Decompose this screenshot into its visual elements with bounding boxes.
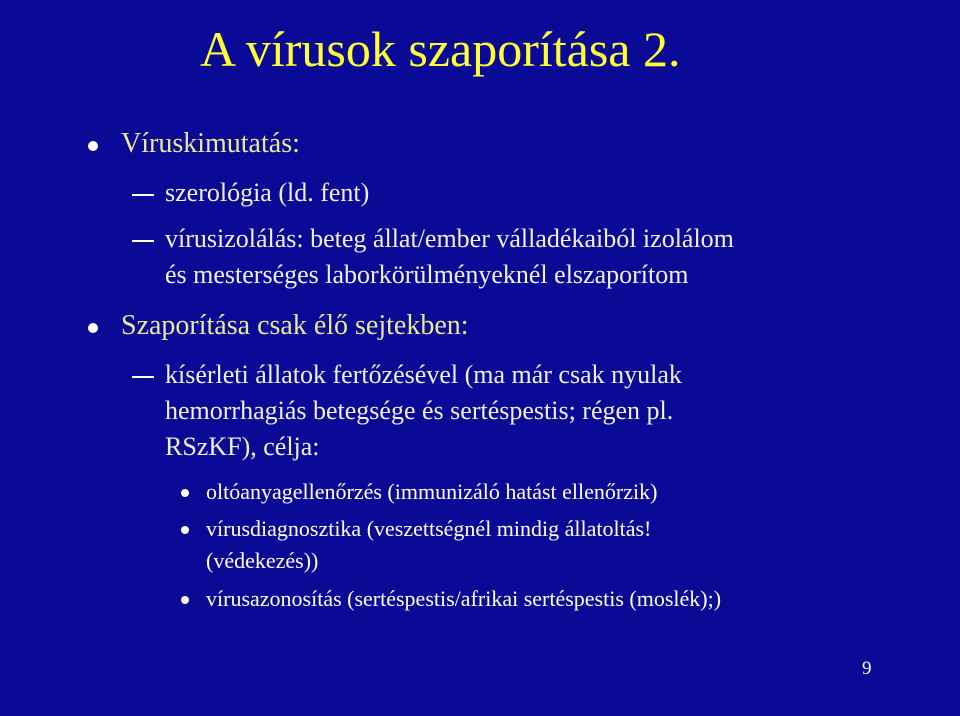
bullet-dot — [181, 596, 189, 604]
bullet2-sub1-line2: hemorrhagiás betegsége és sertéspestis; régen pl. — [165, 396, 674, 425]
bullet-dot — [88, 323, 98, 333]
bullet2-sub1-line1: kísérleti állatok fertőzésével (ma már csak nyulak — [165, 360, 682, 389]
dash-marker — [132, 376, 154, 378]
item-2-line1: vírusdiagnosztika (veszettségnél mindig állatoltás! — [206, 516, 652, 541]
dash-marker — [132, 194, 154, 196]
bullet1-sub2-line2: és mesterséges laborkörülményeknél elszaporítom — [165, 260, 689, 289]
bullet-dot — [181, 489, 189, 497]
item-2-line2: (védekezés)) — [206, 548, 319, 573]
dash-marker — [132, 240, 154, 242]
bullet-dot — [181, 526, 189, 534]
item-3-line1: vírusazonosítás (sertéspestis/afrikai sertéspestis (moslék);) — [206, 586, 722, 611]
page-number: 9 — [862, 658, 872, 679]
bullet1-label: Víruskimutatás: — [121, 128, 300, 159]
bullet2-label: Szaporítása csak élő sejtekben: — [121, 310, 469, 341]
bullet1-sub2-line1: vírusizolálás: beteg állat/ember válladékaiból izolálom — [165, 224, 734, 253]
slide-title: A vírusok szaporítása 2. — [200, 21, 681, 77]
bullet-dot — [88, 141, 98, 151]
bullet1-sub1: szerológia (ld. fent) — [165, 178, 370, 207]
item-1-line1: oltóanyagellenőrzés (immunizáló hatást ellenőrzik) — [206, 479, 658, 504]
bullet2-sub1-line3: RSzKF), célja: — [165, 432, 320, 461]
